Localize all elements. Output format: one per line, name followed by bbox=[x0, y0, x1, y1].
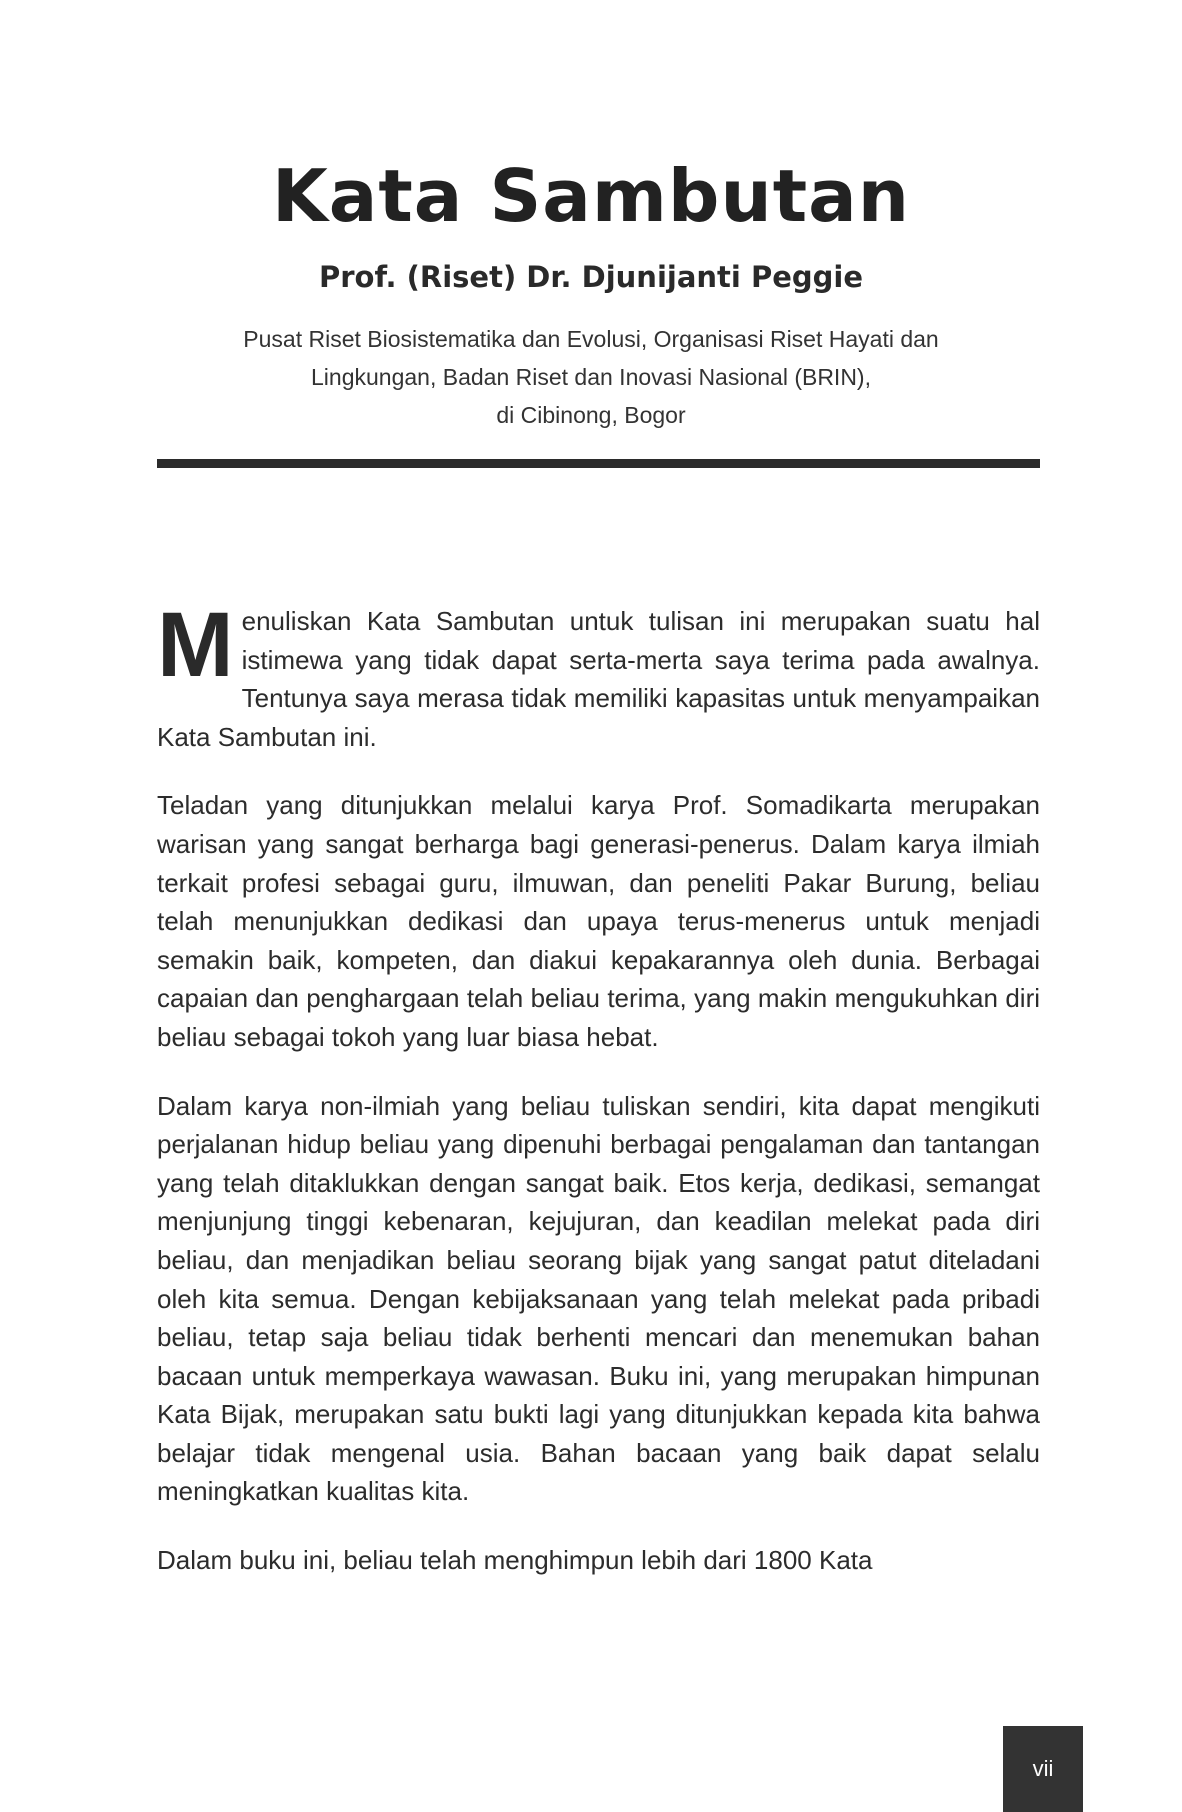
divider-rule bbox=[157, 459, 1040, 468]
author-affiliation bbox=[150, 320, 1032, 434]
paragraph: Dalam buku ini, beliau telah menghimpun lebih dari 1800 Kata bbox=[157, 1545, 873, 1576]
page-number: vii bbox=[1003, 1726, 1083, 1812]
paragraph: Dalam karya non-ilmiah yang beliau tuliskan sendiri, kita dapat mengikuti perjalanan hidup beliau yang dipenuhi berbagai pengalaman dan tantangan yang telah ditaklukkan dengan sangat baik. Etos kerja, dedikasi, semangat menjunjung tinggi kebenaran, kejujuran, dan keadilan melekat pada diri beliau, dan menjadikan beliau seorang bijak yang sangat patut diteladani oleh kita semua. Dengan kebijaksanaan yang telah melekat pada pribadi beliau, tetap saja beliau tidak berhenti mencari dan menemukan bahan bacaan untuk memperkaya wawasan. Buku ini, yang merupakan himpunan Kata Bijak, merupakan satu bukti lagi yang ditunjukkan kepada kita bahwa belajar tidak mengenal usia. Bahan bacaan yang baik dapat selalu meningkatkan kualitas kita. bbox=[157, 1090, 1040, 1507]
body-text bbox=[157, 594, 1040, 1610]
affiliation-line: di Cibinong, Bogor bbox=[496, 402, 686, 428]
author-name: Prof. (Riset) Dr. Djunijanti Peggie bbox=[319, 260, 863, 294]
paragraph: Teladan yang ditunjukkan melalui karya Prof. Somadikarta merupakan warisan yang sangat berharga bagi generasi-penerus. Dalam karya ilmiah terkait profesi sebagai guru, ilmuwan, dan peneliti Pakar Burung, beliau telah menunjukkan dedikasi dan upaya terus-menerus untuk menjadi semakin baik, kompeten, dan diakui kepakarannya oleh dunia. Berbagai capaian dan penghargaan telah beliau terima, yang makin mengukuhkan diri beliau sebagai tokoh yang luar biasa hebat. bbox=[157, 790, 1040, 1052]
affiliation-line: Pusat Riset Biosistematika dan Evolusi, Organisasi Riset Hayati dan bbox=[243, 326, 939, 352]
paragraph-text: enuliskan Kata Sambutan untuk tulisan ini merupakan suatu hal istimewa yang tidak dapat serta-merta saya terima pada awalnya. Tentunya saya merasa tidak memiliki kapasitas untuk menyampaikan Kata Sambutan ini. bbox=[157, 606, 1040, 752]
paragraph bbox=[157, 594, 1040, 756]
page-title: Kata Sambutan bbox=[272, 154, 910, 238]
drop-cap: M bbox=[157, 594, 234, 696]
affiliation-line: Lingkungan, Badan Riset dan Inovasi Nasional (BRIN), bbox=[311, 364, 871, 390]
